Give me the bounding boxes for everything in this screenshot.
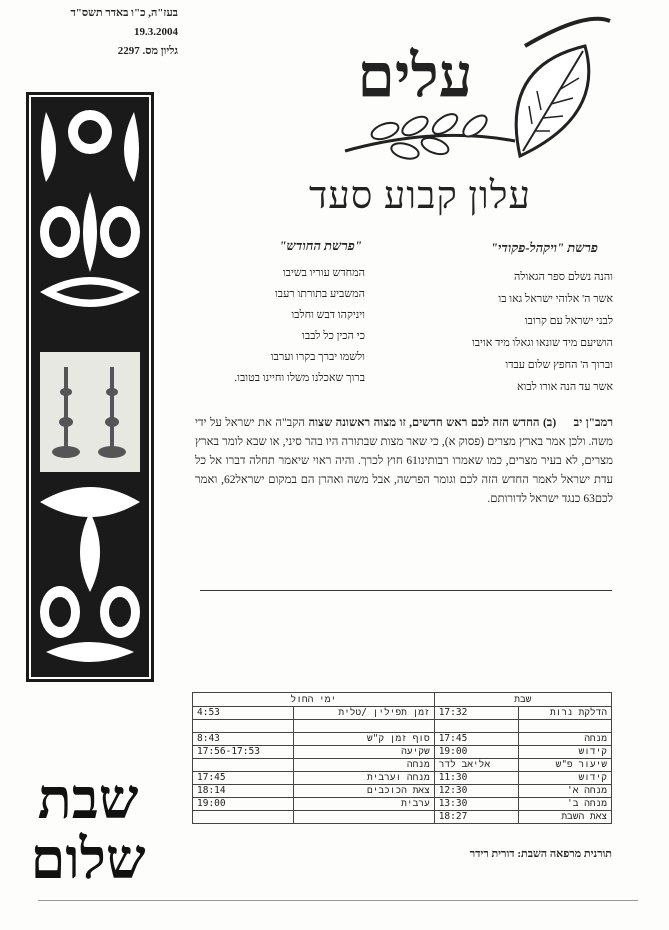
floral-ornament-icon [26,92,154,682]
weekday-time: 19:00 [193,798,294,811]
weekday-label: מנחה וערבית [293,772,434,785]
essay-source: רמב"ן יב [573,417,614,429]
shabbat-time: 19:00 [434,746,519,759]
table-row [193,772,612,785]
shabbat-time: 12:30 [434,785,519,798]
weekday-label: שקיעה [293,746,434,759]
shabbat-label: קידוש [519,746,612,759]
masthead-logo [285,6,615,176]
weekday-label: מנחה [293,759,434,772]
poem-line: המשביע בתורתו רעבו [274,288,365,300]
parasha-title: פרשת "ויקהל-פקודי" [490,240,598,255]
shabbat-label: צאת השבת [519,811,612,824]
hachodesh-title: "פרשת החודש" [279,238,362,253]
logo-text: עלים [357,43,473,109]
table-row [193,785,612,798]
table-row [193,759,612,772]
weekday-time [193,759,294,772]
hebrew-date: בעז"ה, כ"ו באדר תשס"ד [70,7,178,19]
poem-line: והנה נשלם ספר הגאולה [514,271,613,283]
weekday-label: ערבית [293,798,434,811]
table-row [193,746,612,759]
weekday-label [293,720,434,733]
shabbat-word: שבת [37,769,139,831]
issue-number: גליון מס. 2297 [117,45,178,57]
issue-header [28,4,178,61]
poem-line: המחדש עוריו בשיבו [282,267,365,279]
table-header-row [193,693,612,707]
shabbat-label: מנחה א' [519,785,612,798]
weekday-column-header: ימי החול [193,693,435,707]
essay-lead: (ב) החדש הזה לכם ראש חדשים, זו מצוה ראשונה שצוה [308,417,557,429]
shabbat-time: 17:32 [434,707,519,720]
weekday-time: 8:43 [193,733,294,746]
shalom-word: שלום [30,829,146,891]
shabbat-time: אליאב לדר [434,759,519,772]
shabbat-label [519,720,612,733]
table-row [193,733,612,746]
weekday-time [193,720,294,733]
shabbat-shalom-title [14,770,162,890]
leaf-logo-icon [285,6,615,176]
weekday-time: 17:56-17:53 [193,746,294,759]
shabbat-label: שיעור פ"ש [519,759,612,772]
shabbat-label: הדלקת נרות [519,707,612,720]
poem-line: אשר עד הנה אורו לבוא [516,381,613,393]
table-row [193,811,612,824]
shabbat-time [434,720,519,733]
weekday-time: 17:45 [193,772,294,785]
shabbat-time: 11:30 [434,772,519,785]
table-row [193,798,612,811]
shabbat-label: קידוש [519,772,612,785]
weekday-time: 18:14 [193,785,294,798]
parasha-poem [398,266,613,398]
clinic-duty-note: תורנית מרפאה השבת: דורית רידר [469,848,612,860]
poem-line: ויניקהו דבש וחלבו [291,309,365,321]
poem-line: וברוך ה' החפץ שלום עבדו [505,359,613,371]
weekday-time: 4:53 [193,707,294,720]
shabbat-time: 13:30 [434,798,519,811]
masthead-subtitle: עלון קבוע סעד [309,175,531,217]
weekday-time [193,811,294,824]
weekday-label: סוף זמן ק"ש [293,733,434,746]
shabbat-time: 18:27 [434,811,519,824]
shabbat-time: 17:45 [434,733,519,746]
ornamental-sidebar [26,92,154,682]
section-divider [200,590,612,591]
poem-line: לבני ישראל עם קרובו [524,315,613,327]
shabbat-label: מנחה ב' [519,798,612,811]
poem-line: אשר ה' אלוהי ישראל גאו בו [498,293,613,305]
table-row [193,720,612,733]
bottom-rule [38,900,638,901]
gregorian-date: 19.3.2004 [134,26,178,38]
ramban-essay [195,414,613,509]
weekday-label: צאת הכוכבים [293,785,434,798]
poem-line: ברוך שאכלנו משלו וחיינו בטובו. [234,372,365,384]
poem-line: כי הכין כל לבבו [302,330,365,342]
poem-line: הושיעם מיד שונאו וגאלו מיד אויבו [471,337,613,349]
shabbat-label: מנחה [519,733,612,746]
hachodesh-poem [190,263,365,389]
shabbat-column-header: שבת [434,693,611,707]
essay-body: הקב"ה את ישראל על ידי משה. ולכן אמר בארץ מצרים (פסוק א), כי שאר מצות שבתורה היו בהר סיני, או שבא לומר בארץ מצרים, לא בעיר מצרים, כמו שאמרו רבותינו61 חוץ לכרך. והיה ראוי שיאמר תחלה דברו אל כל עדת ישראל לאמר החדש הזה לכם וגומר הפרשה, אבל משה ואהרן הם במקום ישראל62, ואמר לכם63 כנגד ישראל לדורותם. [195,417,614,505]
weekday-label: זמן תפילין /טלית [293,707,434,720]
weekday-label [293,811,434,824]
table-row [193,707,612,720]
poem-line: ולשמו יברך בקרו וערבו [270,351,365,363]
prayer-schedule-table [192,692,612,824]
